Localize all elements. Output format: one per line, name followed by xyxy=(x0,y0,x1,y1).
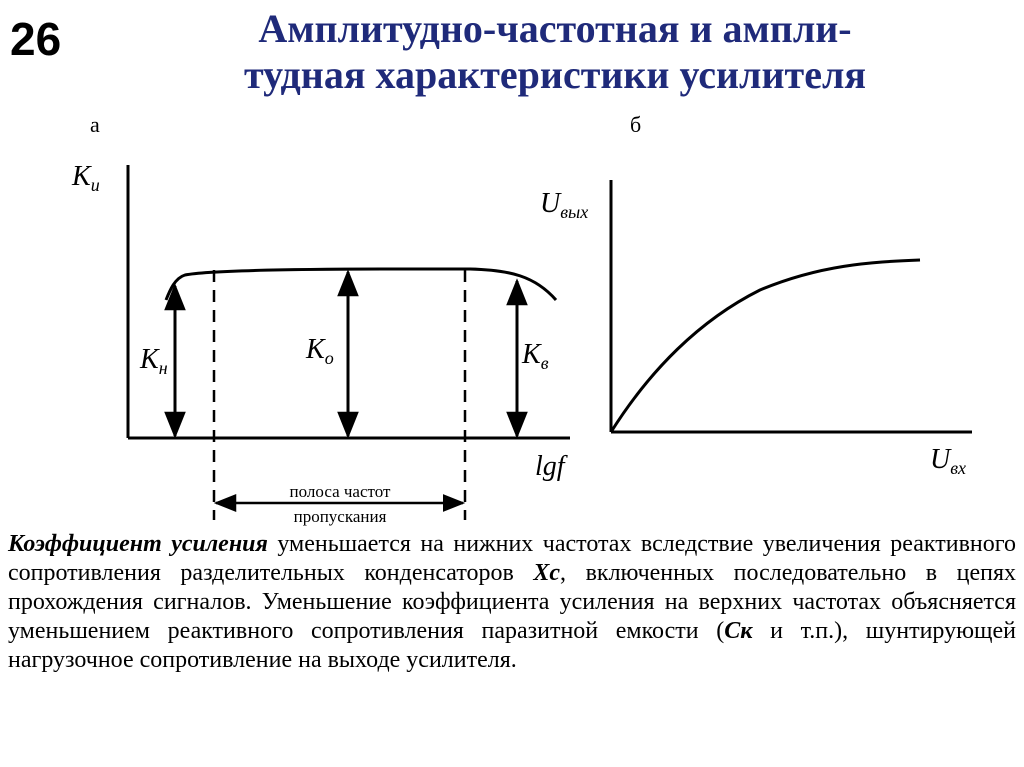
k-high-label: $K_в$ xyxy=(522,339,549,373)
panel-label-b: б xyxy=(630,112,642,137)
x-axis-label-a: lgf xyxy=(535,451,565,482)
amplitude-characteristic-curve xyxy=(611,260,920,432)
y-axis-label-a: $K_u$ xyxy=(72,161,100,195)
bandwidth-label-1: полоса частот xyxy=(289,482,391,501)
slide-number: 26 xyxy=(10,13,62,65)
caption-paragraph xyxy=(8,530,1016,675)
caption-ck: Cк xyxy=(724,618,753,644)
title-line-2: тудная характеристики усилителя xyxy=(243,52,867,97)
k-mid-label: $K_o$ xyxy=(306,334,334,368)
diagram-b xyxy=(540,112,972,478)
caption-term: Коэффициент усиления xyxy=(8,531,268,557)
slide-title xyxy=(110,6,1000,98)
panel-label-a: а xyxy=(90,112,100,137)
frequency-response-curve xyxy=(166,269,556,300)
caption-part-2: , включенных последовательно в цепях прохождения сигналов. Уменьшение коэффициента усиления на верхних частотах объясняется уменьшением реактивного сопротивления паразитной емкости ( xyxy=(8,560,1016,644)
y-axis-label-b: $U_{вых}$ xyxy=(540,188,589,222)
title-line-1: Амплитудно-частотная и ампли- xyxy=(258,6,852,51)
diagrams xyxy=(0,100,1024,530)
caption-part-1: уменьшается на нижних частотах вследствие увеличения реактивного сопротивления разделительных конденсаторов xyxy=(8,531,1016,586)
caption-xc: Xc xyxy=(533,560,561,586)
x-axis-label-b: $U_{вх}$ xyxy=(930,444,967,478)
caption-part-3: и т.п.), шунтирующей нагрузочное сопротивление на выходе усилителя. xyxy=(8,618,1016,673)
k-low-label: $K_н$ xyxy=(140,344,168,378)
diagram-a xyxy=(71,112,570,526)
bandwidth-label-2: пропускания xyxy=(293,507,387,526)
